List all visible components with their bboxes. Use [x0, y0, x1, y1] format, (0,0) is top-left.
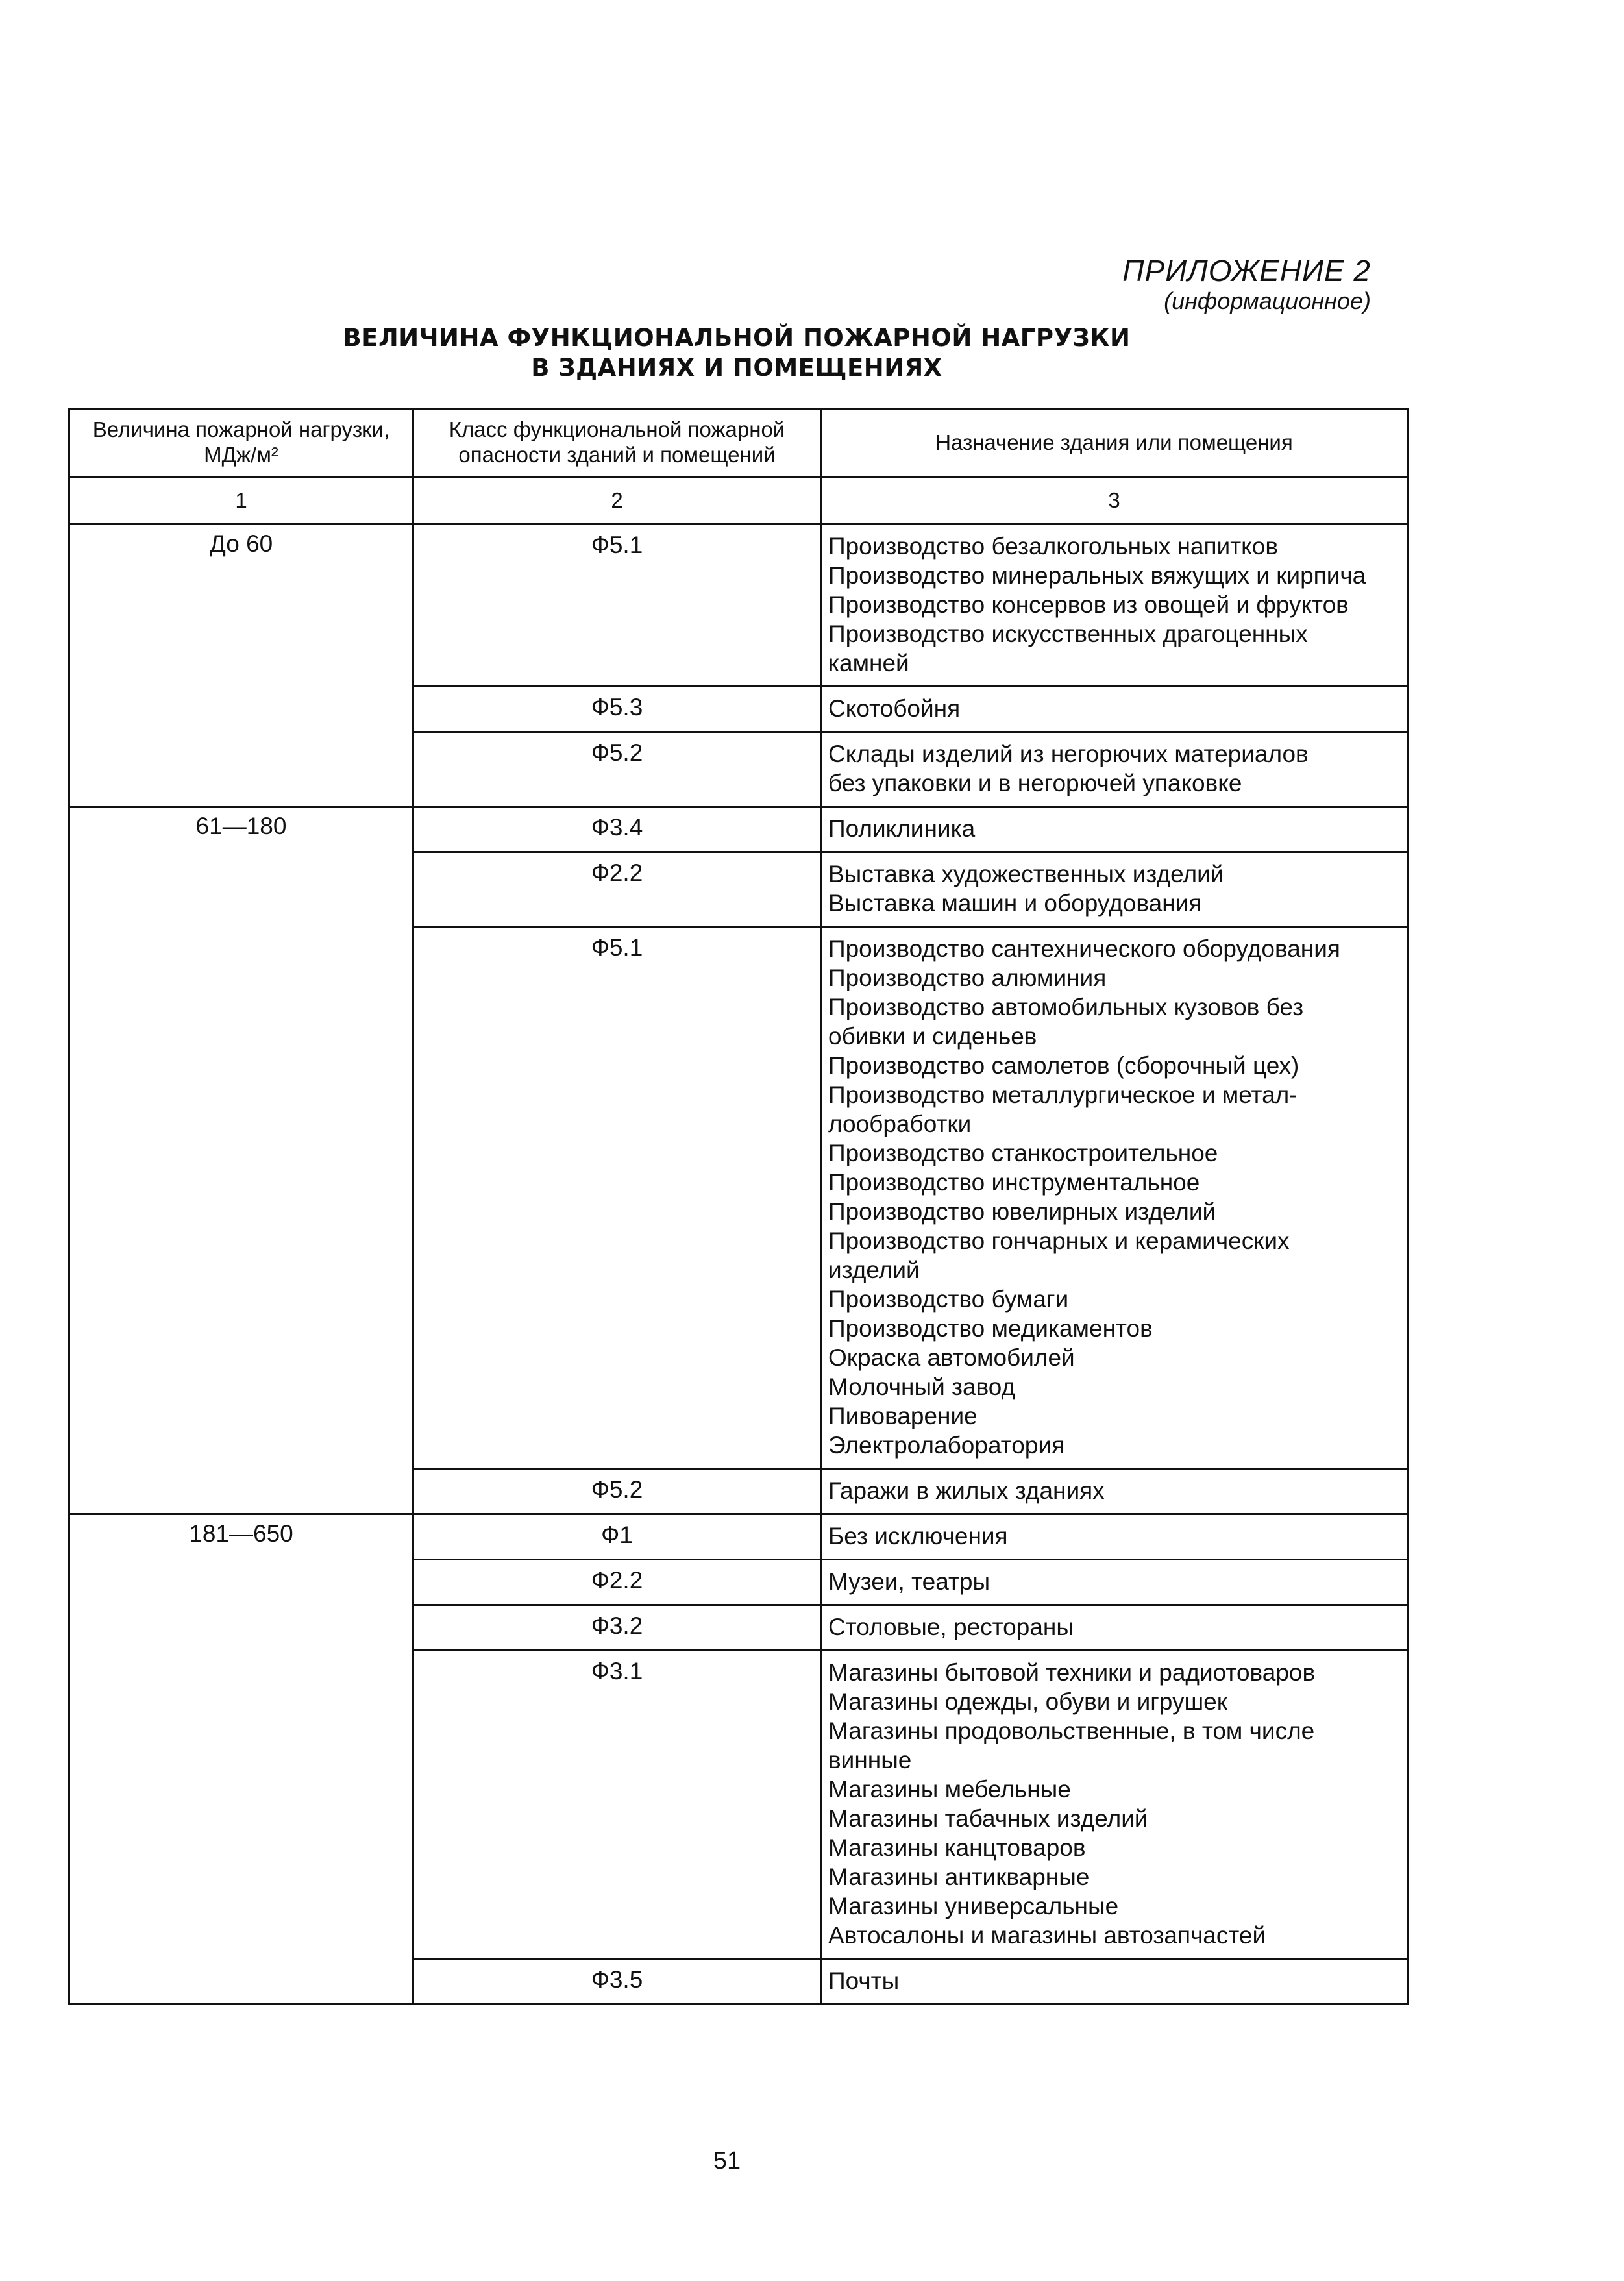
purpose-line: Производство гончарных и керамических [828, 1227, 1290, 1254]
purpose-line: изделий [828, 1257, 920, 1283]
header-purpose: Назначение здания или помещения [821, 409, 1408, 477]
purpose-line: винные [828, 1747, 912, 1773]
fire-load-table [68, 408, 1409, 2005]
hazard-class-cell: Ф3.5 [413, 1959, 821, 2004]
purpose-cell [821, 807, 1408, 852]
table-header-row [69, 409, 1408, 477]
purpose-line: Производство автомобильных кузовов без [828, 994, 1304, 1020]
hazard-class-cell: Ф2.2 [413, 852, 821, 927]
header-fire-load-unit: МДж/м² [204, 443, 278, 467]
purpose-line: Склады изделий из негорючих материалов [828, 741, 1309, 767]
purpose-line: камней [828, 650, 909, 676]
purpose-line: Пивоварение [828, 1403, 978, 1429]
purpose-cell [821, 927, 1408, 1469]
column-number-3: 3 [821, 477, 1408, 524]
page-number: 51 [713, 2147, 741, 2175]
purpose-line: Производство бумаги [828, 1286, 1069, 1313]
hazard-class-cell: Ф5.1 [413, 927, 821, 1469]
purpose-line: Столовые, рестораны [828, 1614, 1074, 1640]
purpose-line: Молочный завод [828, 1374, 1016, 1400]
header-hazard-class-line-1: Класс функциональной пожарной [449, 417, 785, 442]
hazard-class-cell: Ф5.2 [413, 1469, 821, 1514]
purpose-line: Производство медикаментов [828, 1315, 1153, 1342]
header-hazard-class-line-2: опасности зданий и помещений [458, 443, 776, 467]
table-row [69, 1514, 1408, 1560]
purpose-line: Автосалоны и магазины автозапчастей [828, 1922, 1266, 1949]
table-body [69, 524, 1408, 2004]
purpose-line: Магазины табачных изделий [828, 1805, 1148, 1832]
purpose-line: Производство металлургическое и метал- [828, 1081, 1298, 1108]
purpose-line: Магазины универсальные [828, 1893, 1119, 1919]
document-title [273, 323, 1201, 384]
purpose-line: Производство ювелирных изделий [828, 1198, 1216, 1225]
purpose-line: без упаковки и в негорючей упаковке [828, 770, 1242, 796]
hazard-class-cell: Ф3.4 [413, 807, 821, 852]
fire-load-value: До 60 [69, 524, 413, 807]
appendix-number: ПРИЛОЖЕНИЕ 2 [1122, 254, 1371, 288]
purpose-line: Производство инструментальное [828, 1169, 1200, 1196]
hazard-class-cell: Ф1 [413, 1514, 821, 1560]
document-title-line-2: В ЗДАНИЯХ И ПОМЕЩЕНИЯХ [531, 354, 942, 382]
purpose-cell [821, 687, 1408, 732]
purpose-line: Электролаборатория [828, 1432, 1065, 1459]
hazard-class-cell: Ф5.2 [413, 732, 821, 807]
purpose-line: Магазины канцтоваров [828, 1834, 1086, 1861]
column-number-1: 1 [69, 477, 413, 524]
purpose-cell [821, 1651, 1408, 1959]
header-hazard-class [413, 409, 821, 477]
hazard-class-cell: Ф3.2 [413, 1605, 821, 1651]
purpose-line: Магазины бытовой техники и радиотоваров [828, 1659, 1316, 1686]
header-fire-load-line-1: Величина пожарной нагрузки, [92, 417, 390, 442]
purpose-cell [821, 852, 1408, 927]
purpose-line: Производство сантехнического оборудования [828, 935, 1340, 962]
purpose-line: Магазины антикварные [828, 1864, 1090, 1890]
purpose-line: Выставка машин и оборудования [828, 890, 1202, 917]
fire-load-value: 61—180 [69, 807, 413, 1514]
purpose-line: Магазины мебельные [828, 1776, 1071, 1803]
purpose-cell [821, 1959, 1408, 2004]
appendix-label [1122, 254, 1371, 314]
appendix-type: (информационное) [1164, 287, 1371, 314]
hazard-class-cell: Ф5.1 [413, 524, 821, 687]
purpose-line: Окраска автомобилей [828, 1344, 1075, 1371]
fire-load-table-container [68, 408, 1407, 2005]
purpose-line: Производство консервов из овощей и фруктов [828, 591, 1349, 618]
purpose-line: Производство станкостроительное [828, 1140, 1218, 1166]
purpose-line: Без исключения [828, 1523, 1008, 1549]
purpose-cell [821, 1514, 1408, 1560]
purpose-cell [821, 524, 1408, 687]
purpose-cell [821, 1605, 1408, 1651]
purpose-line: Выставка художественных изделий [828, 861, 1224, 887]
purpose-line: Производство алюминия [828, 965, 1107, 991]
purpose-cell [821, 732, 1408, 807]
purpose-cell [821, 1560, 1408, 1605]
purpose-line: Поликлиника [828, 815, 976, 842]
table-row [69, 524, 1408, 687]
purpose-line: Скотобойня [828, 695, 961, 722]
hazard-class-cell: Ф3.1 [413, 1651, 821, 1959]
column-number-2: 2 [413, 477, 821, 524]
purpose-line: Производство минеральных вяжущих и кирпича [828, 562, 1366, 589]
purpose-cell [821, 1469, 1408, 1514]
purpose-line: Музеи, театры [828, 1568, 990, 1595]
purpose-line: Магазины одежды, обуви и игрушек [828, 1688, 1227, 1715]
purpose-line: обивки и сиденьев [828, 1023, 1037, 1050]
purpose-line: Гаражи в жилых зданиях [828, 1477, 1105, 1504]
document-title-line-1: ВЕЛИЧИНА ФУНКЦИОНАЛЬНОЙ ПОЖАРНОЙ НАГРУЗКИ [343, 324, 1131, 352]
header-fire-load [69, 409, 413, 477]
purpose-line: Производство безалкогольных напитков [828, 533, 1278, 560]
purpose-line: Магазины продовольственные, в том числе [828, 1718, 1315, 1744]
purpose-line: Производство искусственных драгоценных [828, 621, 1308, 647]
purpose-line: Производство самолетов (сборочный цех) [828, 1052, 1299, 1079]
purpose-line: Почты [828, 1967, 900, 1994]
purpose-line: лообработки [828, 1111, 972, 1137]
hazard-class-cell: Ф5.3 [413, 687, 821, 732]
table-row [69, 807, 1408, 852]
hazard-class-cell: Ф2.2 [413, 1560, 821, 1605]
fire-load-value: 181—650 [69, 1514, 413, 2004]
column-number-row [69, 477, 1408, 524]
